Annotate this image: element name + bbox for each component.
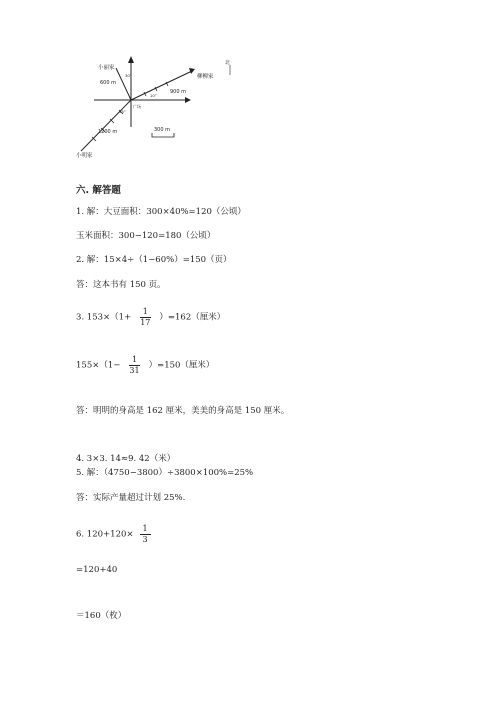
fraction-denominator: 3	[142, 534, 148, 544]
dist-1200-label: 1200 m	[98, 129, 118, 135]
angle-30-label: 30°	[125, 73, 132, 78]
answer-3-line-2-post: ）=150（厘米）	[148, 360, 215, 371]
xiaoli-label: 小丽家	[98, 65, 115, 71]
answer-3-line-1-pre: 3. 153×（1+	[76, 312, 132, 323]
section-title: 六. 解答题	[76, 185, 121, 196]
liuliu-arrowhead	[189, 68, 195, 74]
answer-4-line-1: 4. 3×3. 14≈9. 42（米）	[76, 454, 176, 464]
fraction-denominator: 17	[140, 317, 151, 327]
scale-label: 300 m	[154, 127, 171, 133]
answer-5-line-1: 5. 解：（4750−3800）÷3800×100%=25%	[76, 468, 254, 478]
fraction-1-3	[140, 524, 151, 544]
answer-1-line-2: 玉米面积：300−120=180（公顷）	[76, 231, 216, 241]
liuliu-label: 柳柳家	[197, 74, 214, 80]
fraction-numerator: 1	[140, 524, 151, 535]
dist-600-label: 600 m	[100, 80, 117, 86]
ray-xiaoming-ticks	[92, 110, 123, 141]
answer-6-line-1-pre: 6. 120+120×	[76, 529, 134, 540]
answer-1-line-1: 1. 解：大豆面积：300×40%=120（公顷）	[76, 207, 246, 217]
east-arrowhead	[185, 97, 191, 103]
fraction-numerator: 1	[129, 355, 140, 366]
ray-xiaoming	[81, 100, 131, 151]
north-arrowhead	[128, 56, 134, 63]
north-label: 北	[225, 60, 231, 66]
fraction-denominator: 31	[129, 365, 140, 375]
fraction-1-17	[137, 307, 153, 327]
xiaoming-label: 小明家	[76, 153, 93, 159]
direction-diagram-svg	[70, 55, 240, 160]
direction-diagram	[70, 55, 240, 160]
angle-45-label: 45°	[119, 109, 126, 114]
answer-3-line-3: 答：明明的身高是 162 厘米，美美的身高是 150 厘米。	[76, 406, 290, 416]
answer-5-line-2: 答：实际产量超过计划 25%.	[76, 493, 186, 503]
answer-3-line-2-pre: 155×（1−	[76, 360, 121, 371]
answer-3-line-1	[76, 307, 225, 327]
angle-10-label: 10°	[150, 93, 157, 98]
fraction-1-31	[126, 355, 142, 375]
answer-6-line-3: ＝160（枚）	[76, 611, 127, 621]
dist-900-label: 900 m	[170, 89, 187, 95]
answer-2-line-1: 2. 解：15×4÷（1−60%）=150（页）	[76, 255, 232, 265]
answer-3-line-1-post: ）=162（厘米）	[159, 312, 226, 323]
answer-3-line-2	[76, 355, 214, 375]
answer-6-line-1	[76, 524, 157, 544]
square-label: 广场	[133, 104, 141, 109]
scale-bar	[152, 133, 174, 137]
ray-liuliu	[131, 71, 192, 100]
answer-2-line-2: 答：这本书有 150 页。	[76, 280, 166, 290]
answer-6-line-2: =120+40	[76, 565, 118, 575]
fraction-numerator: 1	[140, 307, 151, 318]
